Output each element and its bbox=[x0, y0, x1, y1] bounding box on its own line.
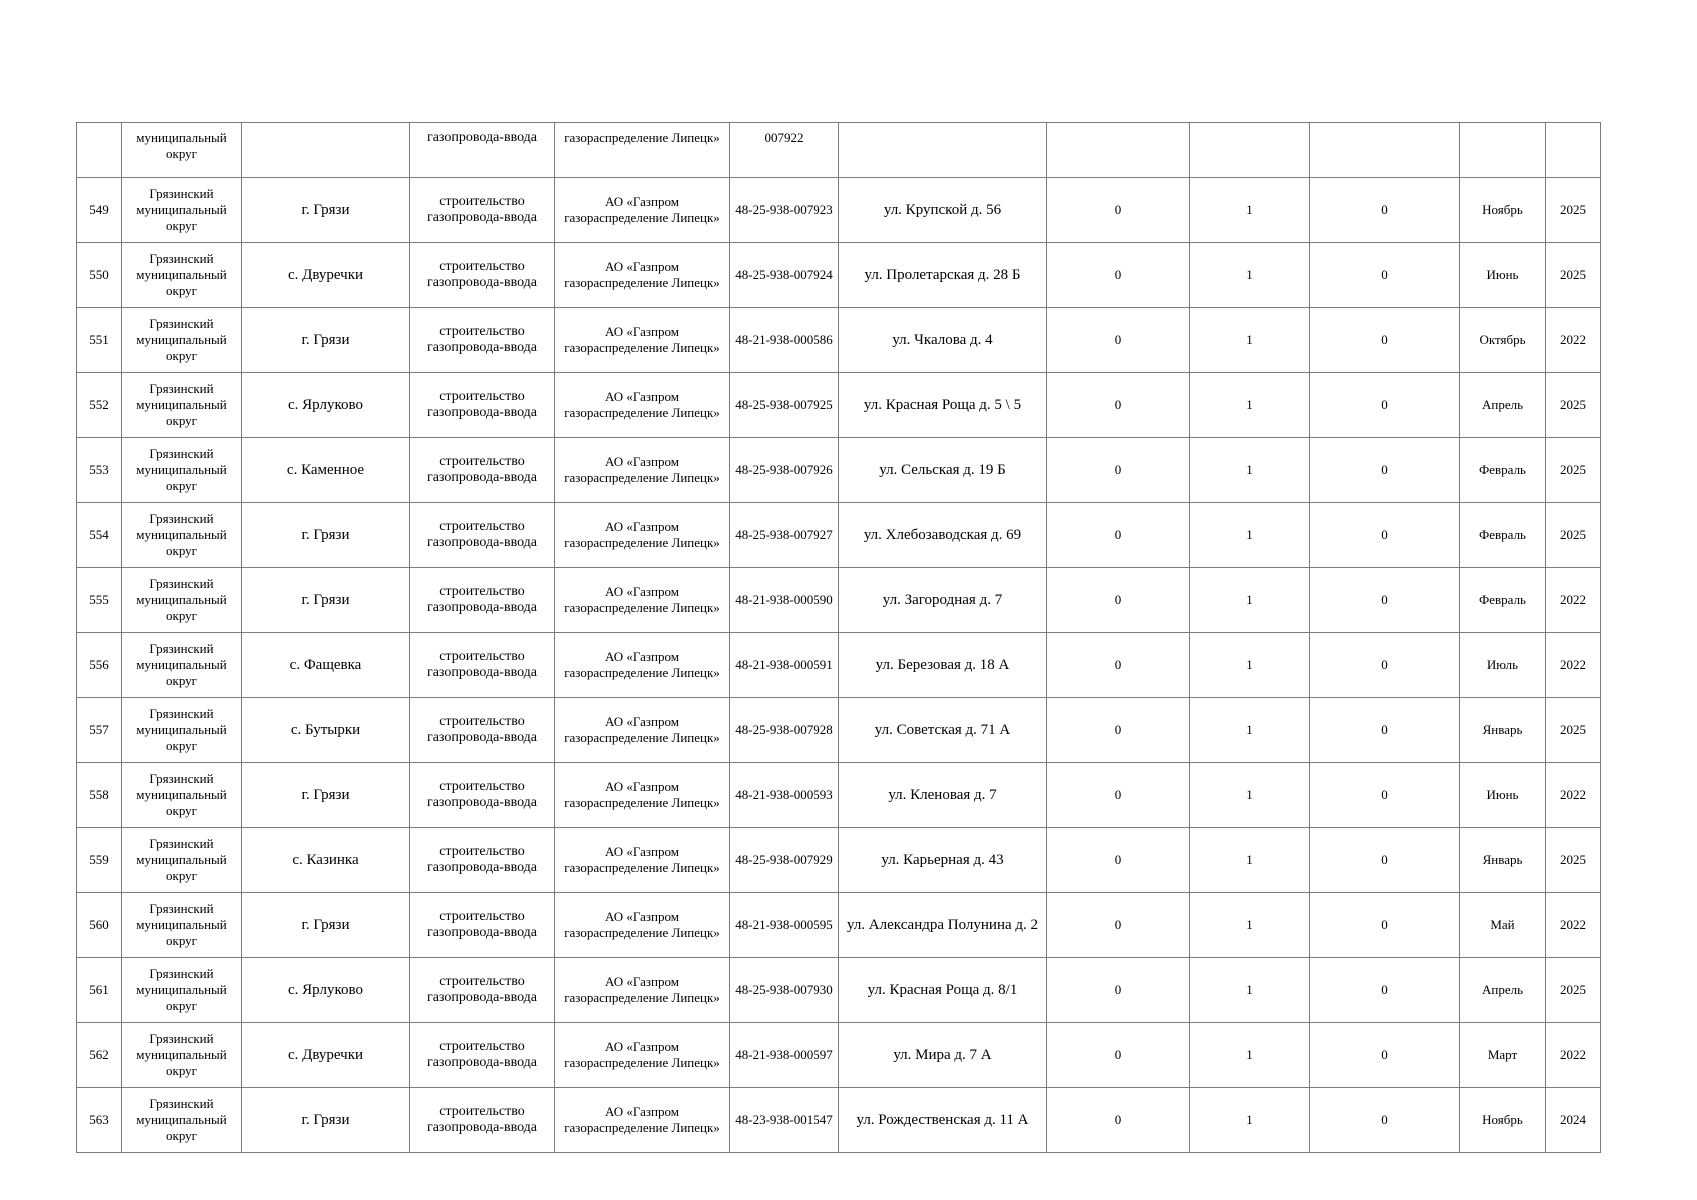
cell-value-3: 0 bbox=[1310, 243, 1460, 308]
cell-number: 551 bbox=[77, 308, 122, 373]
cell-number: 561 bbox=[77, 958, 122, 1023]
cell-organization: АО «Газпром газораспределение Липецк» bbox=[555, 698, 730, 763]
cell-organization: АО «Газпром газораспределение Липецк» bbox=[555, 178, 730, 243]
cell-number: 556 bbox=[77, 633, 122, 698]
cell-number: 555 bbox=[77, 568, 122, 633]
cell-address: ул. Рождественская д. 11 А bbox=[839, 1088, 1047, 1153]
cell-number: 552 bbox=[77, 373, 122, 438]
cell-work-type: газопровода-ввода bbox=[410, 123, 555, 178]
cell-organization: АО «Газпром газораспределение Липецк» bbox=[555, 633, 730, 698]
cell-district: Грязинский муниципальный округ bbox=[122, 308, 242, 373]
cell-locality: с. Бутырки bbox=[242, 698, 410, 763]
table-row bbox=[77, 308, 1601, 373]
cell-year: 2022 bbox=[1546, 568, 1601, 633]
cell-number bbox=[77, 123, 122, 178]
cell-locality: с. Казинка bbox=[242, 828, 410, 893]
table-row bbox=[77, 958, 1601, 1023]
cell-value-1: 0 bbox=[1047, 698, 1190, 763]
cell-organization: АО «Газпром газораспределение Липецк» bbox=[555, 503, 730, 568]
cell-value-1: 0 bbox=[1047, 178, 1190, 243]
cell-organization: АО «Газпром газораспределение Липецк» bbox=[555, 893, 730, 958]
table-row bbox=[77, 698, 1601, 763]
cell-locality: г. Грязи bbox=[242, 308, 410, 373]
cell-value-3: 0 bbox=[1310, 568, 1460, 633]
cell-address: ул. Красная Роща д. 5 \ 5 bbox=[839, 373, 1047, 438]
cell-value-1: 0 bbox=[1047, 958, 1190, 1023]
cell-number: 553 bbox=[77, 438, 122, 503]
cell-value-1: 0 bbox=[1047, 243, 1190, 308]
cell-work-type: строительство газопровода-ввода bbox=[410, 828, 555, 893]
cell-locality: г. Грязи bbox=[242, 568, 410, 633]
cell-work-type: строительство газопровода-ввода bbox=[410, 1023, 555, 1088]
cell-month: Февраль bbox=[1460, 568, 1546, 633]
cell-value-3: 0 bbox=[1310, 308, 1460, 373]
cell-value-3 bbox=[1310, 123, 1460, 178]
cell-work-type: строительство газопровода-ввода bbox=[410, 243, 555, 308]
cell-month bbox=[1460, 123, 1546, 178]
cell-year: 2025 bbox=[1546, 698, 1601, 763]
cell-address: ул. Хлебозаводская д. 69 bbox=[839, 503, 1047, 568]
cell-object-code: 48-21-938-000595 bbox=[730, 893, 839, 958]
cell-month: Апрель bbox=[1460, 958, 1546, 1023]
table-row bbox=[77, 503, 1601, 568]
cell-district: Грязинский муниципальный округ bbox=[122, 438, 242, 503]
cell-address: ул. Александра Полунина д. 2 bbox=[839, 893, 1047, 958]
cell-district: Грязинский муниципальный округ bbox=[122, 1023, 242, 1088]
cell-object-code: 48-25-938-007926 bbox=[730, 438, 839, 503]
cell-locality bbox=[242, 123, 410, 178]
cell-locality: с. Фащевка bbox=[242, 633, 410, 698]
cell-value-3: 0 bbox=[1310, 503, 1460, 568]
cell-value-1: 0 bbox=[1047, 1088, 1190, 1153]
cell-object-code: 48-21-938-000591 bbox=[730, 633, 839, 698]
cell-year: 2022 bbox=[1546, 763, 1601, 828]
cell-value-3: 0 bbox=[1310, 763, 1460, 828]
table-row-continuation bbox=[77, 123, 1601, 178]
cell-value-2: 1 bbox=[1190, 308, 1310, 373]
cell-month: Май bbox=[1460, 893, 1546, 958]
cell-number: 549 bbox=[77, 178, 122, 243]
cell-value-3: 0 bbox=[1310, 698, 1460, 763]
cell-object-code: 48-25-938-007929 bbox=[730, 828, 839, 893]
cell-value-2: 1 bbox=[1190, 1023, 1310, 1088]
cell-value-2: 1 bbox=[1190, 633, 1310, 698]
cell-district: муниципальный округ bbox=[122, 123, 242, 178]
cell-month: Февраль bbox=[1460, 503, 1546, 568]
cell-organization: АО «Газпром газораспределение Липецк» bbox=[555, 308, 730, 373]
cell-value-2: 1 bbox=[1190, 698, 1310, 763]
cell-number: 562 bbox=[77, 1023, 122, 1088]
cell-work-type: строительство газопровода-ввода bbox=[410, 698, 555, 763]
cell-value-3: 0 bbox=[1310, 438, 1460, 503]
cell-number: 554 bbox=[77, 503, 122, 568]
cell-value-2: 1 bbox=[1190, 1088, 1310, 1153]
cell-year: 2022 bbox=[1546, 308, 1601, 373]
cell-work-type: строительство газопровода-ввода bbox=[410, 893, 555, 958]
cell-value-1: 0 bbox=[1047, 633, 1190, 698]
cell-address: ул. Березовая д. 18 А bbox=[839, 633, 1047, 698]
cell-year: 2025 bbox=[1546, 503, 1601, 568]
cell-organization: АО «Газпром газораспределение Липецк» bbox=[555, 958, 730, 1023]
cell-organization: АО «Газпром газораспределение Липецк» bbox=[555, 568, 730, 633]
cell-work-type: строительство газопровода-ввода bbox=[410, 568, 555, 633]
cell-organization: АО «Газпром газораспределение Липецк» bbox=[555, 828, 730, 893]
cell-object-code: 48-21-938-000597 bbox=[730, 1023, 839, 1088]
cell-organization: АО «Газпром газораспределение Липецк» bbox=[555, 373, 730, 438]
cell-object-code: 48-25-938-007927 bbox=[730, 503, 839, 568]
cell-district: Грязинский муниципальный округ bbox=[122, 698, 242, 763]
cell-value-2: 1 bbox=[1190, 438, 1310, 503]
cell-value-1 bbox=[1047, 123, 1190, 178]
cell-district: Грязинский муниципальный округ bbox=[122, 828, 242, 893]
cell-month: Октябрь bbox=[1460, 308, 1546, 373]
cell-address: ул. Загородная д. 7 bbox=[839, 568, 1047, 633]
cell-value-3: 0 bbox=[1310, 178, 1460, 243]
cell-number: 557 bbox=[77, 698, 122, 763]
cell-locality: с. Каменное bbox=[242, 438, 410, 503]
cell-object-code: 48-25-938-007925 bbox=[730, 373, 839, 438]
cell-number: 559 bbox=[77, 828, 122, 893]
cell-work-type: строительство газопровода-ввода bbox=[410, 438, 555, 503]
cell-value-1: 0 bbox=[1047, 308, 1190, 373]
cell-object-code: 48-21-938-000593 bbox=[730, 763, 839, 828]
cell-object-code: 48-21-938-000590 bbox=[730, 568, 839, 633]
cell-organization: АО «Газпром газораспределение Липецк» bbox=[555, 243, 730, 308]
cell-month: Ноябрь bbox=[1460, 178, 1546, 243]
cell-value-1: 0 bbox=[1047, 568, 1190, 633]
cell-month: Июнь bbox=[1460, 763, 1546, 828]
cell-value-3: 0 bbox=[1310, 633, 1460, 698]
cell-locality: с. Ярлуково bbox=[242, 958, 410, 1023]
cell-value-3: 0 bbox=[1310, 1088, 1460, 1153]
cell-work-type: строительство газопровода-ввода bbox=[410, 763, 555, 828]
cell-district: Грязинский муниципальный округ bbox=[122, 1088, 242, 1153]
cell-work-type: строительство газопровода-ввода bbox=[410, 373, 555, 438]
cell-value-3: 0 bbox=[1310, 828, 1460, 893]
cell-work-type: строительство газопровода-ввода bbox=[410, 178, 555, 243]
cell-number: 550 bbox=[77, 243, 122, 308]
cell-district: Грязинский муниципальный округ bbox=[122, 958, 242, 1023]
cell-organization: АО «Газпром газораспределение Липецк» bbox=[555, 1023, 730, 1088]
cell-locality: г. Грязи bbox=[242, 893, 410, 958]
cell-work-type: строительство газопровода-ввода bbox=[410, 1088, 555, 1153]
cell-year: 2024 bbox=[1546, 1088, 1601, 1153]
cell-address: ул. Пролетарская д. 28 Б bbox=[839, 243, 1047, 308]
cell-month: Январь bbox=[1460, 698, 1546, 763]
cell-month: Январь bbox=[1460, 828, 1546, 893]
cell-value-3: 0 bbox=[1310, 373, 1460, 438]
cell-year: 2025 bbox=[1546, 958, 1601, 1023]
cell-object-code: 48-25-938-007928 bbox=[730, 698, 839, 763]
table-row bbox=[77, 1023, 1601, 1088]
cell-year: 2025 bbox=[1546, 178, 1601, 243]
cell-month: Июль bbox=[1460, 633, 1546, 698]
cell-month: Ноябрь bbox=[1460, 1088, 1546, 1153]
cell-month: Апрель bbox=[1460, 373, 1546, 438]
cell-address: ул. Крупской д. 56 bbox=[839, 178, 1047, 243]
table-row bbox=[77, 373, 1601, 438]
cell-work-type: строительство газопровода-ввода bbox=[410, 633, 555, 698]
table-row bbox=[77, 893, 1601, 958]
cell-district: Грязинский муниципальный округ bbox=[122, 503, 242, 568]
cell-address: ул. Сельская д. 19 Б bbox=[839, 438, 1047, 503]
cell-value-3: 0 bbox=[1310, 1023, 1460, 1088]
table-row bbox=[77, 828, 1601, 893]
cell-value-2: 1 bbox=[1190, 503, 1310, 568]
cell-district: Грязинский муниципальный округ bbox=[122, 763, 242, 828]
cell-month: Март bbox=[1460, 1023, 1546, 1088]
cell-year: 2025 bbox=[1546, 828, 1601, 893]
cell-value-1: 0 bbox=[1047, 1023, 1190, 1088]
cell-value-2: 1 bbox=[1190, 828, 1310, 893]
table-body bbox=[77, 123, 1601, 1153]
cell-work-type: строительство газопровода-ввода bbox=[410, 308, 555, 373]
cell-address: ул. Карьерная д. 43 bbox=[839, 828, 1047, 893]
table-row bbox=[77, 763, 1601, 828]
cell-address: ул. Красная Роща д. 8/1 bbox=[839, 958, 1047, 1023]
cell-value-2 bbox=[1190, 123, 1310, 178]
cell-value-3: 0 bbox=[1310, 893, 1460, 958]
cell-value-2: 1 bbox=[1190, 568, 1310, 633]
cell-value-2: 1 bbox=[1190, 373, 1310, 438]
cell-locality: г. Грязи bbox=[242, 1088, 410, 1153]
cell-month: Февраль bbox=[1460, 438, 1546, 503]
cell-organization: АО «Газпром газораспределение Липецк» bbox=[555, 438, 730, 503]
cell-number: 563 bbox=[77, 1088, 122, 1153]
cell-year: 2025 bbox=[1546, 373, 1601, 438]
cell-year bbox=[1546, 123, 1601, 178]
cell-value-3: 0 bbox=[1310, 958, 1460, 1023]
cell-locality: с. Двуречки bbox=[242, 243, 410, 308]
cell-district: Грязинский муниципальный округ bbox=[122, 633, 242, 698]
cell-object-code: 48-21-938-000586 bbox=[730, 308, 839, 373]
cell-district: Грязинский муниципальный округ bbox=[122, 373, 242, 438]
cell-value-2: 1 bbox=[1190, 893, 1310, 958]
cell-locality: г. Грязи bbox=[242, 503, 410, 568]
table-row bbox=[77, 438, 1601, 503]
cell-object-code: 007922 bbox=[730, 123, 839, 178]
cell-value-1: 0 bbox=[1047, 373, 1190, 438]
cell-organization: АО «Газпром газораспределение Липецк» bbox=[555, 763, 730, 828]
cell-object-code: 48-25-938-007923 bbox=[730, 178, 839, 243]
table-row bbox=[77, 633, 1601, 698]
cell-value-2: 1 bbox=[1190, 178, 1310, 243]
cell-month: Июнь bbox=[1460, 243, 1546, 308]
cell-value-1: 0 bbox=[1047, 503, 1190, 568]
cell-address: ул. Чкалова д. 4 bbox=[839, 308, 1047, 373]
cell-district: Грязинский муниципальный округ bbox=[122, 178, 242, 243]
cell-locality: г. Грязи bbox=[242, 763, 410, 828]
cell-district: Грязинский муниципальный округ bbox=[122, 243, 242, 308]
cell-year: 2022 bbox=[1546, 633, 1601, 698]
cell-locality: г. Грязи bbox=[242, 178, 410, 243]
cell-address bbox=[839, 123, 1047, 178]
cell-organization: газораспределение Липецк» bbox=[555, 123, 730, 178]
cell-value-1: 0 bbox=[1047, 763, 1190, 828]
cell-locality: с. Ярлуково bbox=[242, 373, 410, 438]
cell-year: 2025 bbox=[1546, 243, 1601, 308]
cell-value-2: 1 bbox=[1190, 243, 1310, 308]
cell-district: Грязинский муниципальный округ bbox=[122, 893, 242, 958]
cell-address: ул. Мира д. 7 А bbox=[839, 1023, 1047, 1088]
cell-district: Грязинский муниципальный округ bbox=[122, 568, 242, 633]
cell-address: ул. Кленовая д. 7 bbox=[839, 763, 1047, 828]
cell-work-type: строительство газопровода-ввода bbox=[410, 503, 555, 568]
cell-object-code: 48-25-938-007930 bbox=[730, 958, 839, 1023]
cell-object-code: 48-23-938-001547 bbox=[730, 1088, 839, 1153]
cell-work-type: строительство газопровода-ввода bbox=[410, 958, 555, 1023]
gas-pipeline-registry-table bbox=[76, 122, 1601, 1153]
cell-number: 560 bbox=[77, 893, 122, 958]
cell-value-1: 0 bbox=[1047, 893, 1190, 958]
table-row bbox=[77, 1088, 1601, 1153]
cell-year: 2022 bbox=[1546, 893, 1601, 958]
table-row bbox=[77, 178, 1601, 243]
cell-locality: с. Двуречки bbox=[242, 1023, 410, 1088]
cell-value-1: 0 bbox=[1047, 828, 1190, 893]
cell-object-code: 48-25-938-007924 bbox=[730, 243, 839, 308]
cell-organization: АО «Газпром газораспределение Липецк» bbox=[555, 1088, 730, 1153]
table-row bbox=[77, 243, 1601, 308]
cell-value-2: 1 bbox=[1190, 958, 1310, 1023]
cell-number: 558 bbox=[77, 763, 122, 828]
cell-year: 2022 bbox=[1546, 1023, 1601, 1088]
table-row bbox=[77, 568, 1601, 633]
cell-address: ул. Советская д. 71 А bbox=[839, 698, 1047, 763]
cell-value-2: 1 bbox=[1190, 763, 1310, 828]
cell-value-1: 0 bbox=[1047, 438, 1190, 503]
cell-year: 2025 bbox=[1546, 438, 1601, 503]
